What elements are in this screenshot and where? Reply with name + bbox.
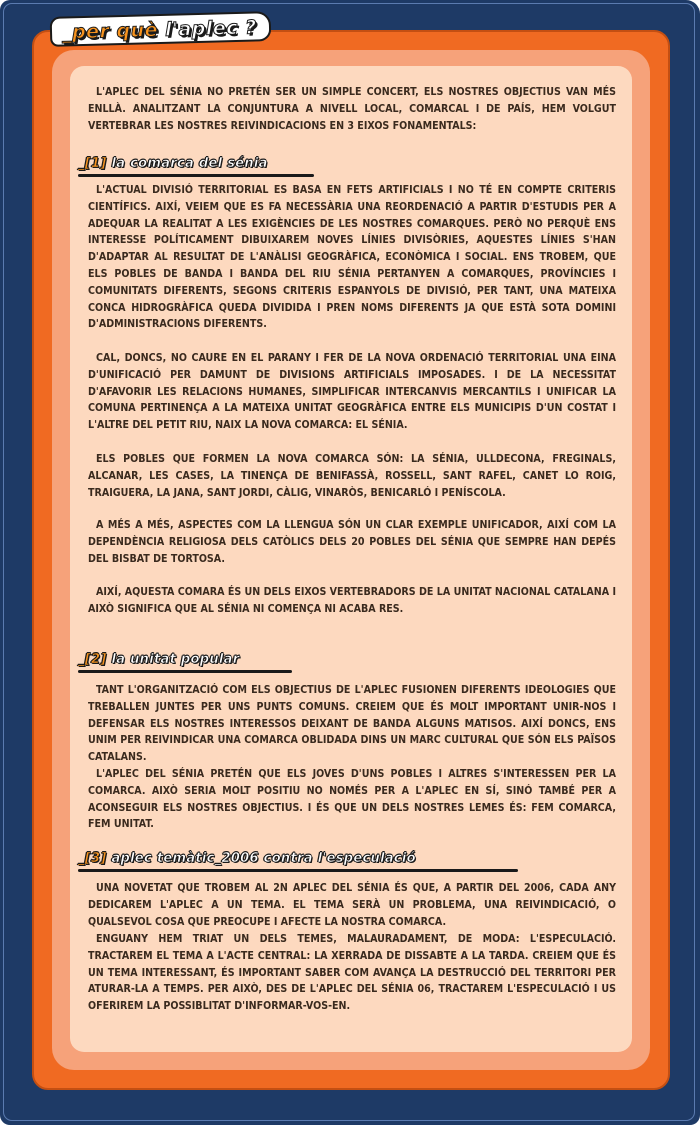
- section-1-paragraph-1: L'ACTUAL DIVISIÓ TERRITORIAL ES BASA EN FETS ARTIFICIALS I NO TÉ EN COMPTE CRITERIS CIENTÍFICS. AIXÍ, VEIEM QUE ES FA NECESSÀRIA UNA REORDENACIÓ A PARTIR D'ESTUDIS PER A ADEQUAR LA REALITAT A LES EXIGÈNCIES DE LES NOSTRES COMARQUES. PERÒ NO PERQUÈ ENS INTERESSE POLÍTICAMENT DIBUIXAREM NOVES LÍNIES DIVISÒRIES, AQUESTES LÍNIES S'HAN D'ADAPTAR AL RESULTAT DE L'ANÀLISI GEOGRÀFICA, ECONÒMICA I SOCIAL. ENS TROBEM, QUE ELS POBLES DE BANDA I BANDA DEL RIU SÉNIA PERTANYEN A COMARQUES, PROVÍNCIES I COMUNITATS DIFERENTS, SEGONS CRITERIS ESPANYOLS DE DIVISIÓ, PER TANT, UNA MATEIXA CONCA HIDROGRÀFICA QUEDA DIVIDIDA I PREN NOMS DIFERENTS JA QUE ESTÀ SOTA DOMINI D'ADMINISTRACIONS DIFERENTS.: [88, 184, 616, 331]
- section-1-paragraph-2: CAL, DONCS, NO CAURE EN EL PARANY I FER DE LA NOVA ORDENACIÓ TERRITORIAL UNA EINA D'UNIFICACIÓ PER DAMUNT DE DIVISIONS ARTIFICIALS IMPOSADES. I DE LA NECESSITAT D'AFAVORIR LES RELACIONS HUMANES, SIMPLIFICAR INTERCANVIS MERCANTILS I UNIFICAR LA COMUNA PERTINENÇA A LA MATEIXA UNITAT GEOGRÀFICA ENTRE ELS MUNICIPIS D'UN COSTAT I L'ALTRE DEL PETIT RIU, NAIX LA NOVA COMARCA: EL SÉNIA.: [88, 352, 616, 432]
- section-3-paragraph-2: ENGUANY HEM TRIAT UN DELS TEMES, MALAURADAMENT, DE MODA: L'ESPECULACIÓ. TRACTAREM EL TEMA A L'ACTE CENTRAL: LA XERRADA DE DISSABTE A LA TARDA. CREIEM QUE ÉS UN TEMA INTERESSANT, ÉS IMPORTANT SABER COM AVANÇA LA DESTRUCCIÓ DEL TERRITORI PER ATURAR-LA A TEMPS. PER AIXÒ, DES DE L'APLEC DEL SÉNIA 06, TRACTAREM L'ESPECULACIÓ I US OFERIREM LA POSSIBLITAT D'INFORMAR-VOS-EN.: [88, 933, 616, 1013]
- section-title-2: la unitat popular: [106, 652, 240, 667]
- section-1-paragraph-3: ELS POBLES QUE FORMEN LA NOVA COMARCA SÓN: LA SÉNIA, ULLDECONA, FREGINALS, ALCANAR, LES CASES, LA TINENÇA DE BENIFASSÀ, ROSSELL, SANT RAFEL, CANET LO ROIG, TRAIGUERA, LA JANA, SANT JORDI, CÀLIG, VINARÒS, BENICARLÓ I PENÍSCOLA.: [88, 453, 616, 499]
- section-heading-1: [78, 156, 268, 174]
- section-number-1: _[1]: [78, 156, 107, 171]
- page-title: [50, 11, 271, 47]
- section-underline-3: [78, 869, 518, 872]
- page-title-highlight: l'aplec ?: [164, 16, 257, 41]
- section-2-paragraph-2: L'APLEC DEL SÉNIA PRETÉN QUE ELS JOVES D'UNS POBLES I ALTRES S'INTERESSEN PER LA COMARCA. AIXÒ SERIA MOLT POSITIU NO NOMÉS PER A L'APLEC EN SÍ, SINÓ TAMBÉ PER A ACONSEGUIR ELS NOSTRES OBJECTIUS. I ÉS QUE UN DELS NOSTRES LEMES ÉS: FEM COMARCA, FEM UNITAT.: [88, 768, 616, 831]
- page-title-prefix: _per què: [61, 18, 166, 44]
- section-1-paragraph-4: A MÉS A MÉS, ASPECTES COM LA LLENGUA SÓN UN CLAR EXEMPLE UNIFICADOR, AIXÍ COM LA DEPENDÈNCIA RELIGIOSA DELS CATÒLICS DELS 20 POBLES DEL SÉNIA QUE SEMPRE HAN DEPÉS DEL BISBAT DE TORTOSA.: [88, 519, 616, 565]
- section-title-3: aplec temàtic_2006 contra l'especulació: [106, 851, 416, 866]
- section-title-1: la comarca del sénia: [106, 156, 268, 171]
- section-heading-2: [78, 652, 239, 670]
- intro-paragraph: L'APLEC DEL SÉNIA NO PRETÉN SER UN SIMPLE CONCERT, ELS NOSTRES OBJECTIUS VAN MÉS ENLLÀ. ANALITZANT LA CONJUNTURA A NIVELL LOCAL, COMARCAL I DE PAÍS, HEM VOLGUT VERTEBRAR LES NOSTRES REIVINDICACIONS EN 3 EIXOS FONAMENTALS:: [88, 86, 616, 132]
- section-heading-3: [78, 851, 416, 869]
- section-1-paragraph-5: AIXÍ, AQUESTA COMARA ÉS UN DELS EIXOS VERTEBRADORS DE LA UNITAT NACIONAL CATALANA I AIXÒ SIGNIFICA QUE AL SÉNIA NI COMENÇA NI ACABA RES.: [88, 586, 616, 615]
- section-number-2: _[2]: [78, 652, 107, 667]
- section-underline-2: [78, 670, 292, 673]
- section-underline-1: [78, 174, 314, 177]
- section-number-3: _[3]: [78, 851, 107, 866]
- section-3-paragraph-1: UNA NOVETAT QUE TROBEM AL 2N APLEC DEL SÉNIA ÉS QUE, A PARTIR DEL 2006, CADA ANY DEDICAREM L'APLEC A UN TEMA. EL TEMA SERÀ UN PROBLEMA, UNA REIVINDICACIÓ, O QUALSEVOL COSA QUE PREOCUPE I AFECTE LA NOSTRA COMARCA.: [88, 882, 616, 928]
- section-2-paragraph-1: TANT L'ORGANITZACIÓ COM ELS OBJECTIUS DE L'APLEC FUSIONEN DIFERENTS IDEOLOGIES QUE TREBALLEN JUNTES PER UNS PUNTS COMUNS. CREIEM QUE ÉS MOLT IMPORTANT UNIR-NOS I DEFENSAR ELS NOSTRES INTERESSOS DEIXANT DE BANDA ALGUNS MATISOS. AIXÍ DONCS, ENS UNIM PER REIVINDICAR UNA COMARCA OBLIDADA DINS UN MARC CULTURAL QUE SÓN ELS PAÏSOS CATALANS.: [88, 684, 616, 764]
